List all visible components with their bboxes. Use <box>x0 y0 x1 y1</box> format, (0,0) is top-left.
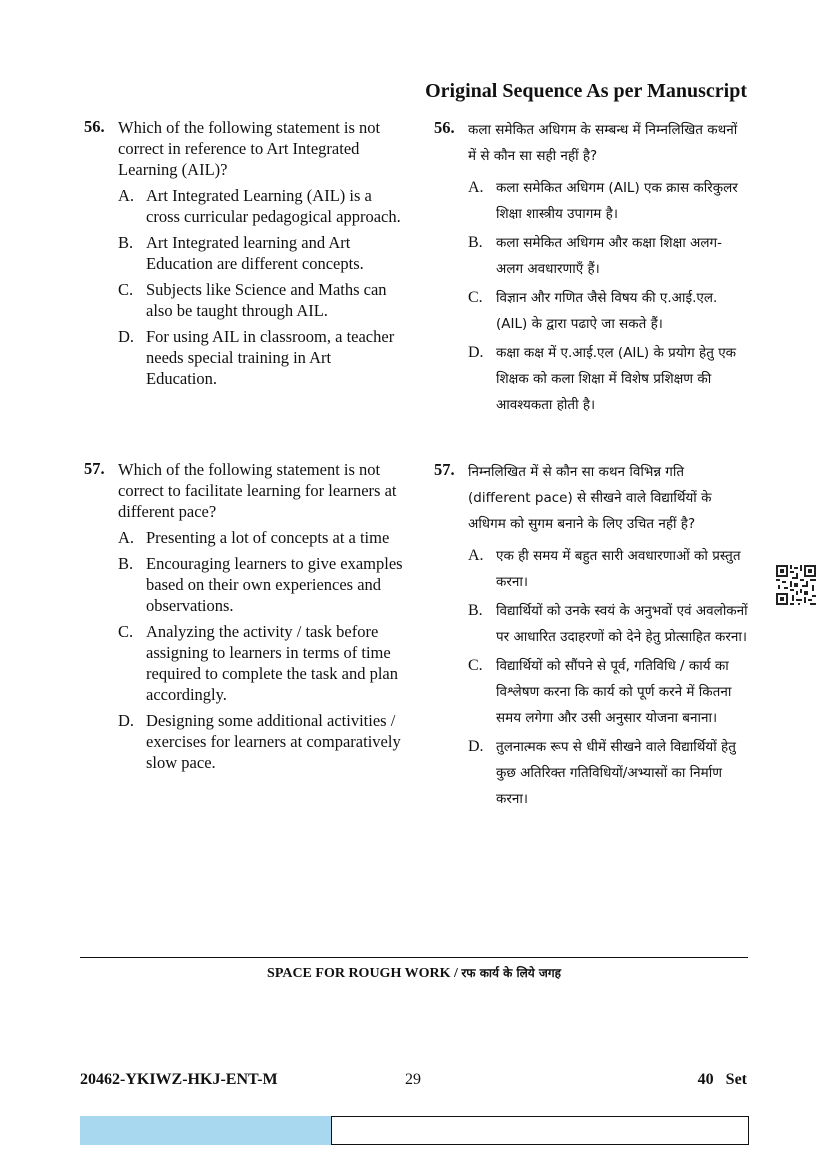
option-c <box>468 285 749 337</box>
option-text: कक्षा कक्ष में ए.आई.एल (AIL) के प्रयोग हेतु एक शिक्षक को कला शिक्षा में विशेष प्रशिक्षण की आवश्यकता होती है। <box>496 345 737 413</box>
option-c <box>468 653 749 731</box>
footer-box <box>331 1116 749 1145</box>
option-label: B. <box>118 554 134 573</box>
option-label: C. <box>468 657 483 674</box>
question-number: 56. <box>84 117 105 136</box>
option-text: Art Integrated Learning (AIL) is a cross curricular pedagogical approach. <box>146 186 401 226</box>
option-text: कला समेकित अधिगम (AIL) एक क्रास करिकुलर शिक्षा शास्त्रीय उपागम है। <box>496 180 738 222</box>
qr-code-icon <box>776 565 816 605</box>
option-b <box>468 598 749 650</box>
option-c <box>118 621 404 705</box>
booklet-code: 20462-YKIWZ-HKJ-ENT-M <box>80 1071 278 1088</box>
option-b <box>118 232 404 274</box>
question-57-english <box>84 459 404 778</box>
option-a <box>468 543 749 595</box>
option-label: C. <box>118 280 134 299</box>
option-text: विज्ञान और गणित जैसे विषय की ए.आई.एल. (AIL) के द्वारा पढाऐ जा सकते हैं। <box>496 290 718 332</box>
option-label: A. <box>118 528 135 547</box>
question-56-english <box>84 117 404 394</box>
option-text: Encouraging learners to give examples based on their own experiences and observations. <box>146 554 403 615</box>
option-text: तुलनात्मक रूप से धीमें सीखने वाले विद्यार्थियों हेतु कुछ अतिरिक्त गतिविधियों/अभ्यासों का निर्माण करना। <box>496 739 736 807</box>
rough-work-label-hi: रफ कार्य के लिये जगह <box>461 966 561 980</box>
option-label: A. <box>468 547 484 564</box>
set-label: 40 Set <box>697 1071 747 1088</box>
option-text: Presenting a lot of concepts at a time <box>146 528 390 547</box>
option-label: B. <box>118 233 134 252</box>
question-number: 57. <box>84 459 105 478</box>
option-text: विद्यार्थियों को उनके स्वयं के अनुभवों एवं अवलोकनों पर आधारित उदाहरणों को देने हेतु प्रोत्साहित करना। <box>496 603 748 645</box>
footer-color-bar <box>80 1116 331 1145</box>
option-c <box>118 279 404 321</box>
option-b <box>118 553 404 616</box>
option-label: D. <box>118 711 135 730</box>
question-number: 57. <box>434 460 455 479</box>
option-text: Designing some additional activities / exercises for learners at comparatively slow pace. <box>146 711 401 772</box>
option-text: Art Integrated learning and Art Education are different concepts. <box>146 233 364 273</box>
question-57-hindi <box>434 459 749 815</box>
question-text: निम्नलिखित में से कौन सा कथन विभिन्न गति (different pace) से सीखने वाले विद्यार्थियों के अधिगम को सुगम बनाने के लिए उचित नहीं है? <box>468 464 712 532</box>
option-text: Analyzing the activity / task before assigning to learners in terms of time required to complete the task and plan accordingly. <box>146 622 398 704</box>
rough-work-label <box>80 964 748 982</box>
question-text: Which of the following statement is not correct to facilitate learning for learners at different pace? <box>118 460 397 521</box>
option-d <box>468 734 749 812</box>
option-label: D. <box>468 344 484 361</box>
option-text: विद्यार्थियों को सौंपने से पूर्व, गतिविधि / कार्य का विश्लेषण करना कि कार्य को पूर्ण करने में कितना समय लगेगा और उसी अनुसार योजना बनाना। <box>496 658 732 726</box>
question-56-hindi <box>434 117 749 421</box>
divider <box>80 957 748 958</box>
page-title: Original Sequence As per Manuscript <box>425 80 747 102</box>
option-label: D. <box>118 327 135 346</box>
rough-work-label-en: SPACE FOR ROUGH WORK / <box>267 966 462 981</box>
option-text: For using AIL in classroom, a teacher needs special training in Art Education. <box>146 327 395 388</box>
option-text: Subjects like Science and Maths can also be taught through AIL. <box>146 280 387 320</box>
option-label: B. <box>468 234 483 251</box>
option-b <box>468 230 749 282</box>
option-label: D. <box>468 738 484 755</box>
question-text: Which of the following statement is not correct in reference to Art Integrated Learning (AIL)? <box>118 118 381 179</box>
option-a <box>118 527 404 548</box>
option-d <box>118 326 404 389</box>
option-a <box>468 175 749 227</box>
option-label: A. <box>118 186 135 205</box>
option-label: B. <box>468 602 483 619</box>
option-label: A. <box>468 179 484 196</box>
option-d <box>468 340 749 418</box>
page-number: 29 <box>405 1071 421 1088</box>
option-label: C. <box>468 289 483 306</box>
option-text: कला समेकित अधिगम और कक्षा शिक्षा अलग-अलग अवधारणाएँ हैं। <box>496 235 722 277</box>
question-number: 56. <box>434 118 455 137</box>
option-text: एक ही समय में बहुत सारी अवधारणाओं को प्रस्तुत करना। <box>496 548 741 590</box>
option-label: C. <box>118 622 134 641</box>
option-a <box>118 185 404 227</box>
option-d <box>118 710 404 773</box>
question-text: कला समेकित अधिगम के सम्बन्ध में निम्नलिखित कथनों में से कौन सा सही नहीं है? <box>468 122 738 164</box>
